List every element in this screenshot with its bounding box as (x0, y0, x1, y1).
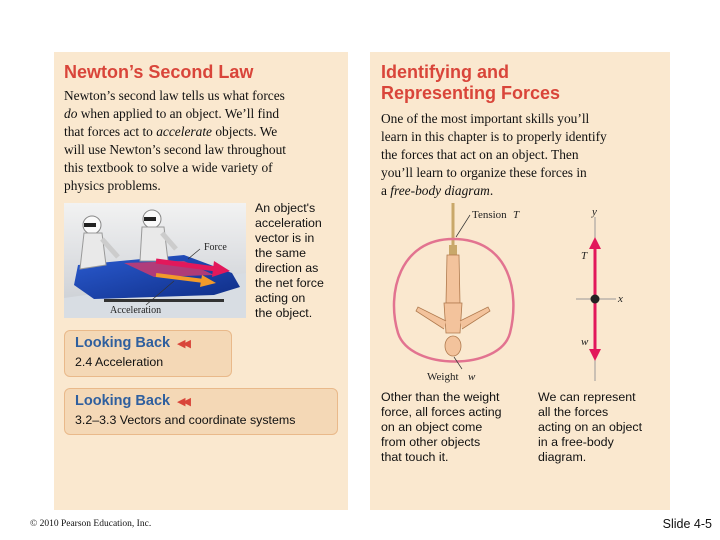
force-label: Force (204, 242, 227, 253)
copyright-notice: © 2010 Pearson Education, Inc. (30, 519, 152, 529)
right-body-line (381, 128, 607, 146)
athlete-visor (144, 217, 156, 221)
italic-segment: free-body diagram (390, 183, 490, 198)
right-caption-1 (381, 390, 502, 465)
tension-leader-line (456, 215, 470, 237)
caption-line: the object. (255, 306, 313, 320)
weight-leader-line (454, 357, 462, 369)
person-head (445, 336, 461, 356)
left-body-line (64, 177, 286, 195)
text-segment: the forces that act on an object. Then (381, 147, 579, 162)
right-body (381, 110, 607, 200)
athlete-body (80, 233, 106, 269)
particle-dot (591, 295, 600, 304)
text-segment: learn in this chapter is to properly identify (381, 129, 607, 144)
text-segment: will use Newton’s second law throughout (64, 142, 287, 157)
heading-line: Representing Forces (381, 83, 561, 103)
double-arrow-icon: ◀◀ (177, 396, 188, 408)
text-segment: physics problems. (64, 178, 161, 193)
caption-line: diagram. (538, 450, 587, 464)
right-body-line (381, 164, 607, 182)
caption-line: force, all forces acting (381, 405, 502, 419)
left-body-line (64, 87, 286, 105)
left-body (64, 87, 286, 195)
free-body-figure (380, 203, 660, 385)
right-body-line (381, 146, 607, 164)
looking-back-title: Looking Back (75, 393, 171, 409)
looking-back-box-1[interactable] (64, 330, 232, 377)
left-body-line (64, 105, 286, 123)
looking-back-box-2[interactable] (64, 388, 338, 435)
looking-back-text: 3.2–3.3 Vectors and coordinate systems (75, 413, 296, 427)
caption-line: An object's (255, 201, 316, 215)
text-segment: that forces act to (64, 124, 157, 139)
sled-runner (104, 299, 224, 302)
caption-line: the same (255, 246, 306, 260)
text-segment: One of the most important skills you’ll (381, 111, 590, 126)
tension-label: Tension (472, 209, 507, 221)
weight-symbol: w (468, 371, 476, 383)
caption-line: Other than the weight (381, 390, 500, 404)
right-body-line (381, 182, 607, 200)
text-segment: a (381, 183, 391, 198)
caption-line: in a free-body (538, 435, 614, 449)
slide-number: Slide 4-5 (662, 517, 712, 531)
bobsled-photo (64, 203, 246, 318)
left-body-line (64, 141, 286, 159)
person-legs (446, 255, 460, 303)
looking-back-title: Looking Back (75, 335, 171, 351)
looking-back-text: 2.4 Acceleration (75, 355, 164, 369)
left-caption (255, 201, 324, 321)
caption-line: vector is in (255, 231, 315, 245)
weight-vector-label: w (581, 336, 589, 348)
text-segment: Newton’s second law tells us what forces (64, 88, 285, 103)
caption-line: acceleration (255, 216, 322, 230)
caption-line: that touch it. (381, 450, 449, 464)
caption-line: acting on (255, 291, 306, 305)
tension-symbol: T (513, 209, 520, 221)
athlete-visor (84, 223, 96, 227)
weight-vector-head (589, 349, 601, 361)
caption-line: from other objects (381, 435, 481, 449)
person-torso (444, 303, 462, 333)
x-axis-label: x (618, 293, 623, 305)
y-axis-label: y (592, 206, 597, 218)
left-body-line (64, 123, 286, 141)
caption-line: acting on an object (538, 420, 643, 434)
caption-line: all the forces (538, 405, 609, 419)
text-segment: . (489, 183, 494, 198)
double-arrow-icon: ◀◀ (177, 338, 188, 350)
text-segment: when applied to an object. We’ll find (77, 106, 280, 121)
tension-vector-label: T (581, 250, 588, 262)
right-heading (381, 62, 560, 104)
weight-label: Weight (427, 371, 459, 383)
heading-line: Identifying and (381, 62, 509, 82)
italic-segment: accelerate (156, 124, 212, 139)
right-body-line (381, 110, 607, 128)
text-segment: objects. We (211, 124, 278, 139)
caption-line: the net force (255, 276, 324, 290)
right-caption-2 (538, 390, 642, 465)
caption-line: direction as (255, 261, 319, 275)
text-segment: this textbook to solve a wide variety of (64, 160, 273, 175)
left-body-line (64, 159, 286, 177)
caption-line: We can represent (538, 390, 636, 404)
hanging-person (416, 245, 490, 356)
left-heading: Newton’s Second Law (64, 62, 254, 82)
caption-line: on an object come (381, 420, 483, 434)
person-feet (449, 245, 457, 255)
acceleration-label: Acceleration (110, 305, 162, 316)
tension-vector-head (589, 237, 601, 249)
italic-segment: do (64, 106, 78, 121)
text-segment: you’ll learn to organize these forces in (381, 165, 587, 180)
